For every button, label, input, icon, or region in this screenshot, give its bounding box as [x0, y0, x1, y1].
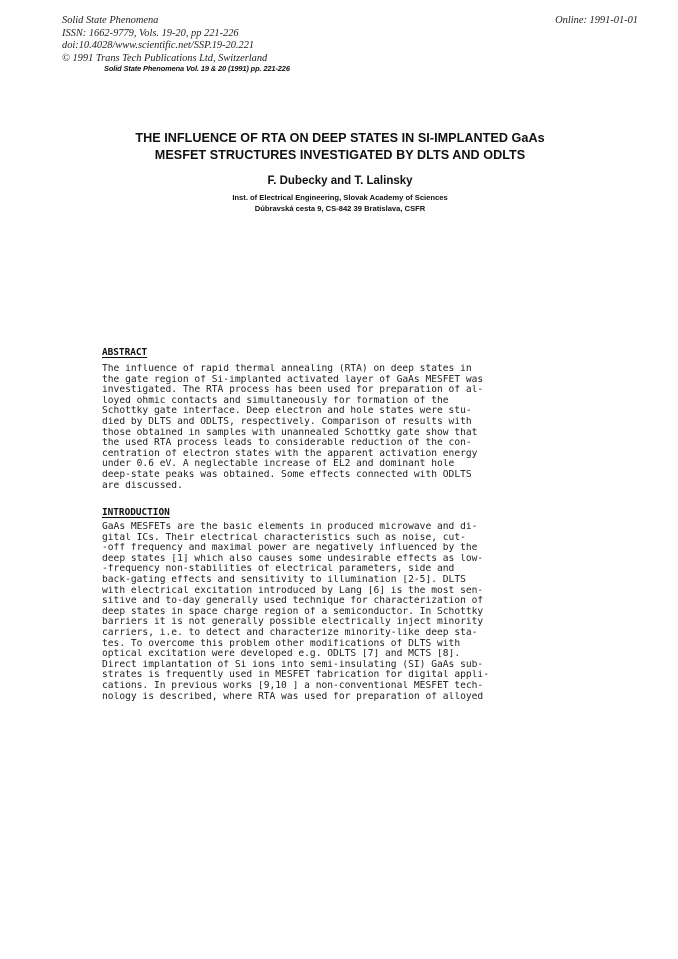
issn-line: ISSN: 1662-9779, Vols. 19-20, pp 221-226 [62, 27, 239, 39]
text-line: those obtained in samples with unannealed Schottky gate show that [102, 427, 478, 438]
text-line: are discussed. [102, 480, 183, 491]
abstract-heading: ABSTRACT [102, 347, 148, 358]
text-line: strates is frequently used in MESFET fabrication for digital appli- [102, 670, 489, 681]
text-line: sitive and to-day generally used technique for characterization of [102, 596, 484, 607]
text-line: centration of electron states with the apparent activation energy [102, 448, 478, 459]
citation-block [62, 15, 267, 65]
text-line: investigated. The RTA process has been used for preparation of al- [102, 385, 484, 396]
text-line: Direct implantation of Si ions into semi-insulating (SI) GaAs sub- [102, 659, 484, 670]
introduction-heading: INTRODUCTION [102, 507, 170, 518]
text-line: nology is described, where RTA was used for preparation of alloyed [102, 691, 484, 702]
affiliation-line-1: Inst. of Electrical Engineering, Slovak Academy of Sciences [232, 193, 448, 202]
text-line: -off frequency and maximal power are negatively influenced by the [102, 543, 478, 554]
abstract-body [102, 364, 542, 491]
text-line: loyed ohmic contacts and simultaneously for formation of the [102, 395, 449, 406]
text-line: carriers, i.e. to detect and characterize minority-like deep sta- [102, 627, 478, 638]
text-line: tes. To overcome this problem other modifications of DLTS with [102, 638, 461, 649]
text-line: under 0.6 eV. A neglectable increase of EL2 and dominant hole [102, 459, 455, 470]
text-line: gital ICs. Their electrical characteristics such as noise, cut- [102, 532, 466, 543]
affiliation-line-2: Dúbravská cesta 9, CS-842 39 Bratislava, CSFR [254, 203, 426, 213]
text-line: back-gating effects and sensitivity to illumination [2-5]. DLTS [102, 574, 466, 585]
text-line: deep-state peaks was obtained. Some effects connected with ODLTS [102, 469, 472, 480]
text-line: the used RTA process leads to considerable reduction of the con- [102, 438, 472, 449]
text-line: -frequency non-stabilities of electrical parameters, side and [102, 564, 455, 575]
text-line: the gate region of Si-implanted activated layer of GaAs MESFET was [102, 374, 484, 385]
text-line: The influence of rapid thermal annealing (RTA) on deep states in [102, 364, 472, 374]
text-line: with electrical excitation introduced by Lang [6] is the most sen- [102, 585, 484, 596]
text-line: barriers it is not generally possible electrically inject minority [102, 617, 484, 628]
text-line: Schottky gate interface. Deep electron and hole states were stu- [102, 406, 472, 417]
journal-name: Solid State Phenomena [62, 15, 159, 26]
text-line: died by DLTS and ODLTS, respectively. Comparison of results with [102, 416, 472, 427]
paper-title-line-1: THE INFLUENCE OF RTA ON DEEP STATES IN SI-IMPLANTED GaAs [135, 131, 545, 145]
online-date: Online: 1991-01-01 [555, 15, 638, 26]
doi-line: doi:10.4028/www.scientific.net/SSP.19-20.221 [62, 40, 255, 52]
copyright-line: © 1991 Trans Tech Publications Ltd, Switzerland [62, 52, 268, 64]
introduction-body [102, 522, 542, 702]
affiliation [60, 193, 620, 214]
authors: F. Dubecky and T. Lalinsky [267, 175, 413, 187]
text-line: optical excitation were developed e.g. ODLTS [7] and MCTS [8]. [102, 649, 461, 660]
text-line: GaAs MESFETs are the basic elements in produced microwave and di- [102, 522, 478, 532]
text-line: cations. In previous works [9,10 ] a non-conventional MESFET tech- [102, 680, 484, 691]
text-line: deep states [1] which also causes some undesirable effects as low- [102, 553, 484, 564]
paper-title [60, 130, 620, 164]
paper-title-line-2: MESFET STRUCTURES INVESTIGATED BY DLTS AND ODLTS [154, 148, 526, 162]
journal-volume-line: Solid State Phenomena Vol. 19 & 20 (1991) pp. 221-226 [104, 64, 290, 73]
text-line: deep states in space charge region of a semiconductor. In Schottky [102, 606, 484, 617]
